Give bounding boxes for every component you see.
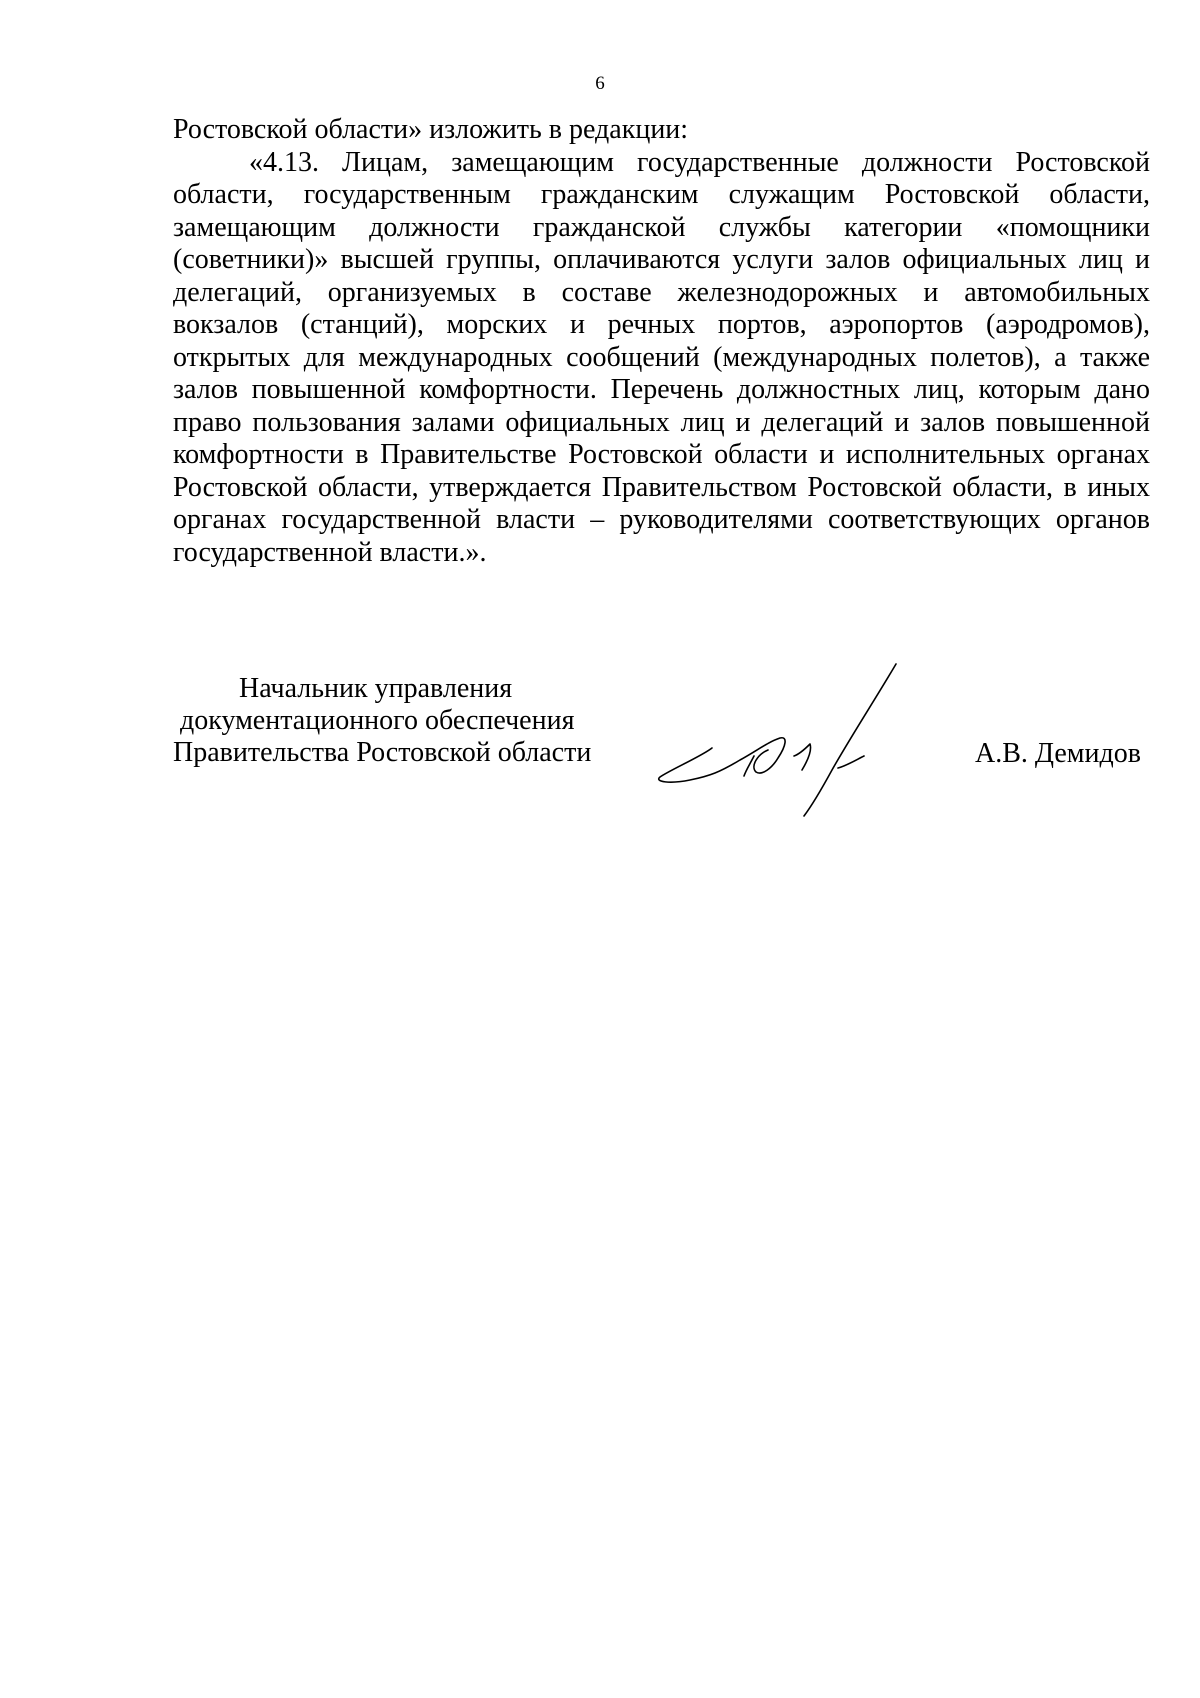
body-line: государственной власти.». bbox=[173, 536, 487, 568]
body-line: (советники)» высшей группы, оплачиваются услуги залов официальных лиц и bbox=[173, 244, 1150, 275]
body-line: области, государственным гражданским служащим Ростовской области, bbox=[173, 179, 1150, 210]
signature-stroke bbox=[804, 664, 896, 816]
body-line: делегаций, организуемых в составе железнодорожных и автомобильных bbox=[173, 276, 1150, 308]
signature-stroke bbox=[838, 756, 864, 768]
body-line: право пользования залами официальных лиц и делегаций и залов повышенной bbox=[173, 406, 1150, 438]
body-line: открытых для международных сообщений (международных полетов), а также bbox=[173, 341, 1150, 373]
signatory-position-line: Правительства Ростовской области bbox=[173, 737, 592, 768]
signature-stroke bbox=[744, 756, 754, 776]
signature-icon bbox=[650, 660, 950, 820]
signatory-position-line: Начальник управления bbox=[239, 673, 513, 704]
signatory-position-line: документационного обеспечения bbox=[180, 705, 575, 736]
body-line: Ростовской области, утверждается Правительством Ростовской области, в иных bbox=[173, 471, 1150, 503]
body-line: замещающим должности гражданской службы категории «помощники bbox=[173, 211, 1150, 243]
page-number: 6 bbox=[595, 73, 605, 94]
document-body bbox=[173, 114, 1150, 569]
body-line: «4.13. Лицам, замещающим государственные должности Ростовской bbox=[249, 146, 1150, 178]
body-line: комфортности в Правительстве Ростовской области и исполнительных органах bbox=[173, 439, 1150, 470]
signatory-name: А.В. Демидов bbox=[975, 738, 1141, 769]
signature-stroke bbox=[659, 738, 785, 782]
body-line: Ростовской области» изложить в редакции: bbox=[173, 114, 689, 145]
body-line: залов повышенной комфортности. Перечень должностных лиц, которым дано bbox=[173, 374, 1150, 405]
body-line: вокзалов (станций), морских и речных портов, аэропортов (аэродромов), bbox=[173, 309, 1150, 340]
body-line: органах государственной власти – руководителями соответствующих органов bbox=[173, 504, 1150, 535]
signature-stroke bbox=[794, 744, 811, 770]
signatory-position bbox=[173, 673, 593, 769]
